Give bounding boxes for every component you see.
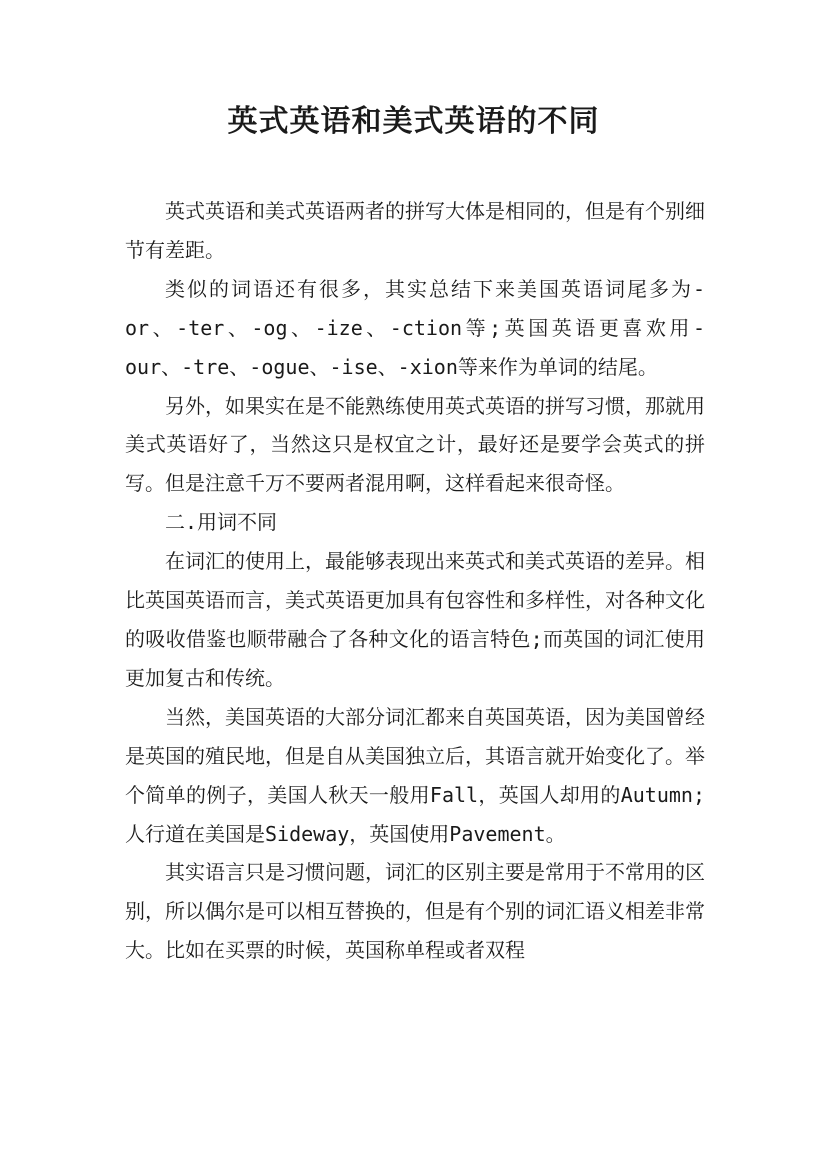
paragraph-word-endings: 类似的词语还有很多，其实总结下来美国英语词尾多为-or、-ter、-og、-ize、-ction等;英国英语更喜欢用-our、-tre、-ogue、-ise、-xion等来作为单词的结尾。 xyxy=(125,276,705,379)
document-title: 英式英语和美式英语的不同 xyxy=(227,104,600,139)
paragraph-usage-habits: 其实语言只是习惯问题，词汇的区别主要是常用于不常用的区别，所以偶尔是可以相互替换的，但是有个别的词汇语义相差非常大。比如在买票的时候，英国称单程或者双程 xyxy=(125,860,705,963)
paragraph-vocabulary-examples: 当然，美国英语的大部分词汇都来自英国英语，因为美国曾经是英国的殖民地，但是自从美国独立后，其语言就开始变化了。举个简单的例子，美国人秋天一般用Fall，英国人却用的Autumn;人行道在美国是Sideway，英国使用Pavement。 xyxy=(125,704,705,846)
document-body xyxy=(125,192,705,970)
section-heading-word-usage: 二.用词不同 xyxy=(165,510,278,535)
paragraph-vocabulary-difference: 在词汇的使用上，最能够表现出来英式和美式英语的差异。相比英国英语而言，美式英语更加具有包容性和多样性，对各种文化的吸收借鉴也顺带融合了各种文化的语言特色;而英国的词汇使用更加复古和传统。 xyxy=(125,549,705,690)
paragraph-spelling-advice: 另外，如果实在是不能熟练使用英式英语的拼写习惯，那就用美式英语好了，当然这只是权宜之计，最好还是要学会英式的拼写。但是注意千万不要两者混用啊，这样看起来很奇怪。 xyxy=(125,393,705,496)
paragraph-spelling-intro: 英式英语和美式英语两者的拼写大体是相同的，但是有个别细节有差距。 xyxy=(125,199,705,262)
